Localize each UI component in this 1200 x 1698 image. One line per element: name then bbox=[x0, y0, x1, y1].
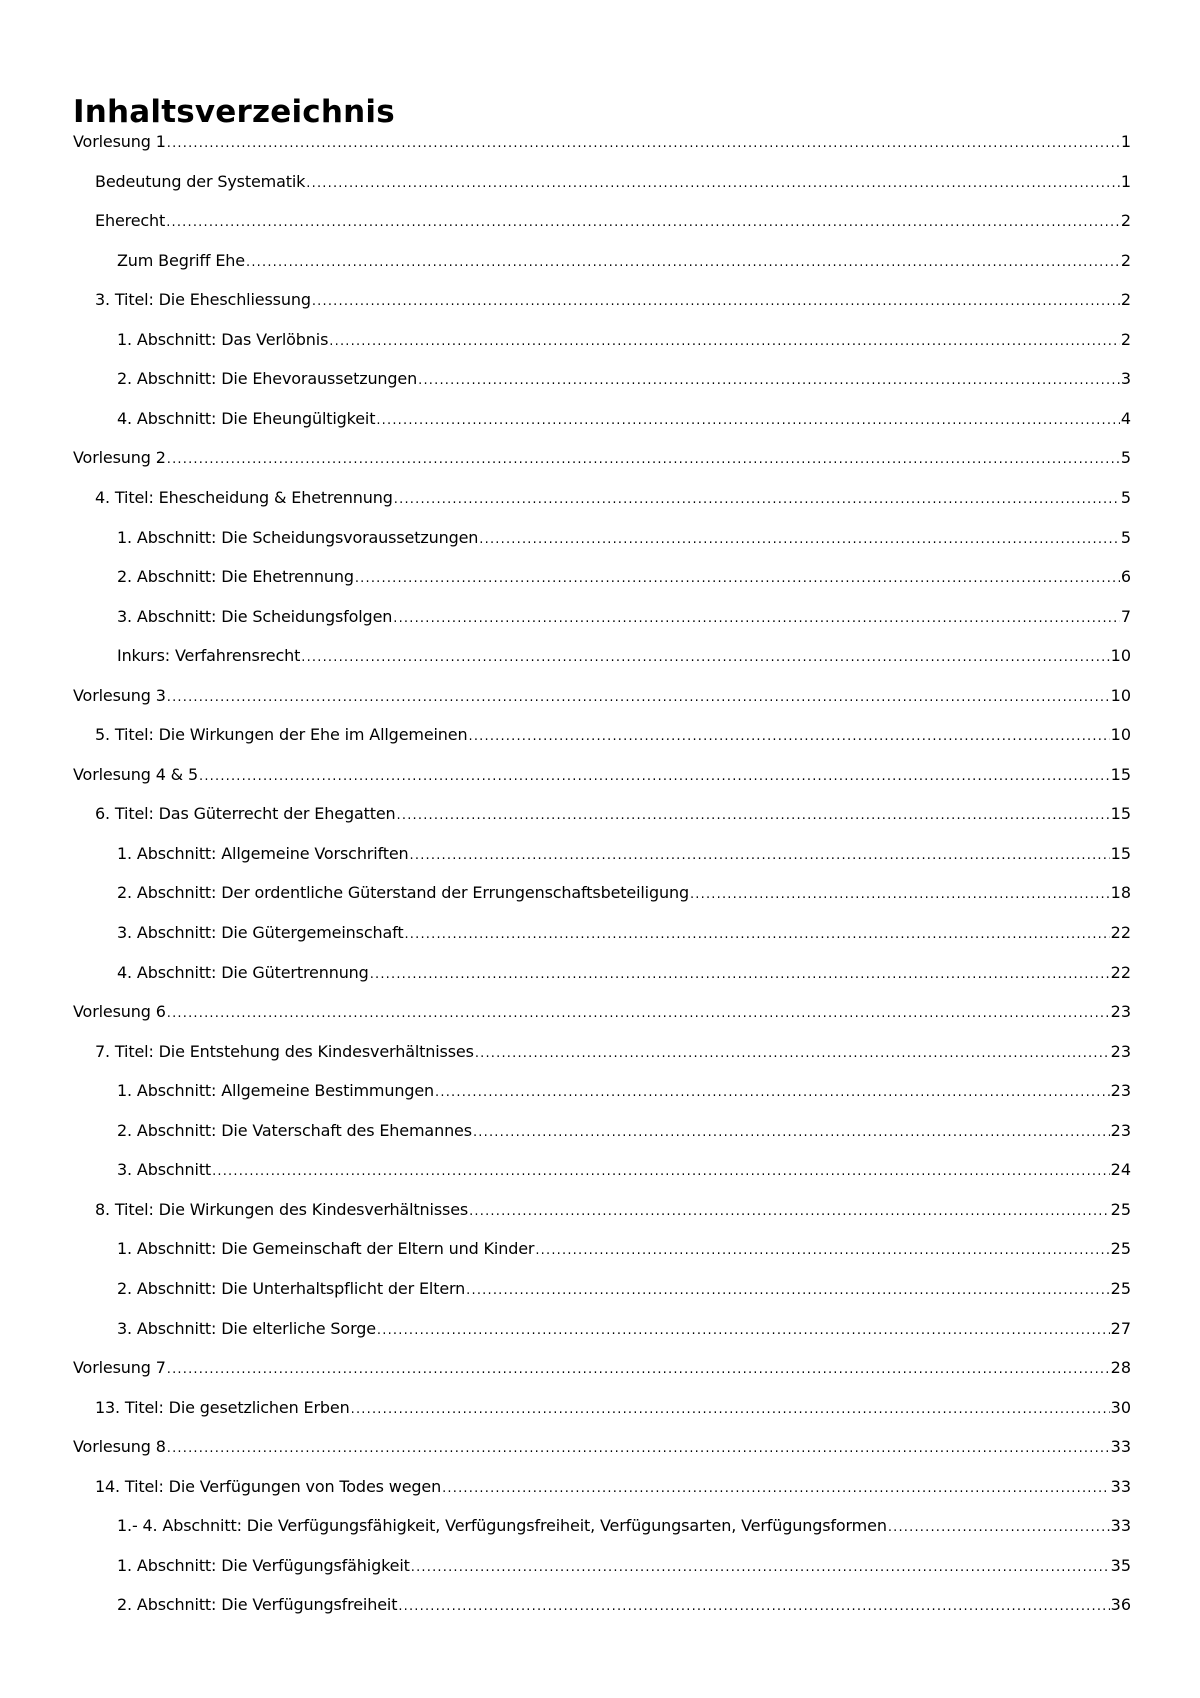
toc-entry-label: Vorlesung 7 bbox=[73, 1358, 166, 1377]
toc-entry-label: 4. Titel: Ehescheidung & Ehetrennung bbox=[95, 487, 393, 507]
toc-entry[interactable] bbox=[117, 563, 1131, 587]
toc-entry[interactable] bbox=[117, 247, 1131, 271]
toc-entry-page-number: 33 bbox=[1110, 1476, 1131, 1496]
toc-entry-page-number: 2 bbox=[1120, 250, 1131, 270]
toc-entry-page-number: 25 bbox=[1110, 1199, 1131, 1219]
toc-entry-label: 1. Abschnitt: Allgemeine Vorschriften bbox=[117, 843, 409, 863]
toc-entry-page-number: 3 bbox=[1120, 369, 1131, 389]
toc-entry[interactable] bbox=[117, 1235, 1131, 1259]
toc-dot-leader bbox=[468, 725, 1109, 745]
toc-entry[interactable] bbox=[73, 998, 1131, 1022]
toc-entry[interactable] bbox=[95, 721, 1131, 745]
toc-dot-leader bbox=[393, 607, 1120, 627]
toc-entry-label: 7. Titel: Die Entstehung des Kindesverhältnisses bbox=[95, 1041, 474, 1061]
toc-entry[interactable] bbox=[73, 1354, 1131, 1378]
toc-entry-label: 1. Abschnitt: Die Gemeinschaft der Eltern und Kinder bbox=[117, 1239, 535, 1259]
toc-entry-page-number: 2 bbox=[1120, 329, 1131, 349]
toc-entry-page-number: 28 bbox=[1110, 1358, 1131, 1377]
toc-entry-page-number: 1 bbox=[1120, 171, 1131, 191]
toc-dot-leader bbox=[370, 963, 1110, 983]
toc-entry[interactable] bbox=[117, 1591, 1131, 1615]
toc-entry-label: 8. Titel: Die Wirkungen des Kindesverhältnisses bbox=[95, 1199, 469, 1219]
toc-dot-leader bbox=[411, 1556, 1110, 1576]
toc-entry[interactable] bbox=[95, 484, 1131, 508]
toc-dot-leader bbox=[475, 1042, 1110, 1062]
toc-entry[interactable] bbox=[95, 1473, 1131, 1497]
toc-dot-leader bbox=[166, 211, 1120, 231]
toc-entry-label: 1. Abschnitt: Das Verlöbnis bbox=[117, 329, 329, 349]
toc-entry[interactable] bbox=[73, 128, 1131, 152]
toc-entry-label: 4. Abschnitt: Die Gütertrennung bbox=[117, 962, 369, 982]
toc-dot-leader bbox=[479, 528, 1120, 548]
toc-entry-page-number: 10 bbox=[1110, 646, 1131, 666]
toc-entry[interactable] bbox=[117, 879, 1131, 903]
toc-entry[interactable] bbox=[117, 840, 1131, 864]
toc-entry[interactable] bbox=[117, 919, 1131, 943]
toc-entry-page-number: 25 bbox=[1110, 1278, 1131, 1298]
toc-entry[interactable] bbox=[73, 444, 1131, 468]
toc-dot-leader bbox=[351, 1398, 1110, 1418]
toc-entry-label: 2. Abschnitt: Die Vaterschaft des Ehemannes bbox=[117, 1120, 472, 1140]
toc-entry-page-number: 22 bbox=[1110, 962, 1131, 982]
toc-dot-leader bbox=[167, 448, 1120, 468]
toc-entry-label: Vorlesung 1 bbox=[73, 132, 166, 151]
toc-dot-leader bbox=[394, 488, 1120, 508]
toc-entry-page-number: 25 bbox=[1110, 1239, 1131, 1259]
toc-dot-leader bbox=[473, 1121, 1110, 1141]
toc-entry[interactable] bbox=[95, 286, 1131, 310]
toc-entry-label: Bedeutung der Systematik bbox=[95, 171, 306, 191]
toc-entry[interactable] bbox=[117, 1512, 1131, 1536]
toc-dot-leader bbox=[167, 1358, 1110, 1378]
toc-entry-page-number: 22 bbox=[1110, 923, 1131, 942]
toc-entry-label: 2. Abschnitt: Die Ehevoraussetzungen bbox=[117, 369, 418, 389]
toc-dot-leader bbox=[246, 251, 1120, 271]
toc-entry[interactable] bbox=[117, 1552, 1131, 1576]
toc-entry-label: 5. Titel: Die Wirkungen der Ehe im Allgemeinen bbox=[95, 725, 468, 745]
toc-entry-page-number: 33 bbox=[1110, 1437, 1131, 1457]
toc-entry-page-number: 30 bbox=[1110, 1397, 1131, 1417]
toc-entry-label: 6. Titel: Das Güterrecht der Ehegatten bbox=[95, 804, 396, 824]
toc-entry-page-number: 33 bbox=[1110, 1516, 1131, 1536]
toc-entry[interactable] bbox=[117, 1156, 1131, 1180]
toc-entry[interactable] bbox=[95, 207, 1131, 231]
toc-entry-page-number: 23 bbox=[1110, 1120, 1131, 1140]
toc-entry[interactable] bbox=[117, 1275, 1131, 1299]
toc-dot-leader bbox=[167, 1437, 1110, 1457]
toc-entry-label: 13. Titel: Die gesetzlichen Erben bbox=[95, 1397, 350, 1417]
toc-entry-label: Eherecht bbox=[95, 211, 166, 231]
toc-entry-label: 3. Titel: Die Eheschliessung bbox=[95, 290, 311, 310]
toc-entry-label: 2. Abschnitt: Der ordentliche Güterstand der Errungenschaftsbeteiligung bbox=[117, 883, 689, 903]
toc-dot-leader bbox=[301, 646, 1109, 666]
toc-dot-leader bbox=[377, 1319, 1110, 1339]
toc-entry-label: 2. Abschnitt: Die Verfügungsfreiheit bbox=[117, 1595, 398, 1615]
toc-entry[interactable] bbox=[117, 326, 1131, 350]
toc-entry-page-number: 5 bbox=[1120, 527, 1131, 547]
toc-entry-page-number: 7 bbox=[1120, 606, 1131, 626]
toc-dot-leader bbox=[535, 1239, 1109, 1259]
toc-entry[interactable] bbox=[117, 365, 1131, 389]
toc-entry-label: 3. Abschnitt bbox=[117, 1160, 212, 1180]
toc-dot-leader bbox=[167, 1002, 1110, 1022]
toc-dot-leader bbox=[199, 765, 1110, 785]
toc-entry[interactable] bbox=[117, 603, 1131, 627]
toc-entry[interactable] bbox=[73, 682, 1131, 706]
toc-entry-label: Vorlesung 8 bbox=[73, 1437, 166, 1457]
toc-entry[interactable] bbox=[117, 524, 1131, 548]
toc-entry-label: Vorlesung 6 bbox=[73, 1002, 166, 1022]
toc-entry-label: 2. Abschnitt: Die Unterhaltspflicht der Eltern bbox=[117, 1278, 466, 1298]
toc-dot-leader bbox=[355, 567, 1120, 587]
toc-dot-leader bbox=[376, 409, 1119, 429]
toc-entry-page-number: 23 bbox=[1110, 1081, 1131, 1101]
toc-entry[interactable] bbox=[117, 959, 1131, 983]
toc-entry-label: 3. Abschnitt: Die elterliche Sorge bbox=[117, 1318, 376, 1338]
toc-entry[interactable] bbox=[95, 1196, 1131, 1220]
toc-entry-label: 1. Abschnitt: Die Scheidungsvoraussetzungen bbox=[117, 527, 479, 547]
toc-dot-leader bbox=[404, 923, 1109, 943]
toc-entry[interactable] bbox=[73, 761, 1131, 785]
toc-dot-leader bbox=[435, 1081, 1110, 1101]
toc-dot-leader bbox=[397, 804, 1110, 824]
toc-entry-page-number: 6 bbox=[1120, 567, 1131, 586]
toc-entry-page-number: 15 bbox=[1110, 764, 1131, 784]
toc-entry-label: Vorlesung 3 bbox=[73, 685, 166, 705]
toc-entry[interactable] bbox=[95, 168, 1131, 192]
toc-entry[interactable] bbox=[95, 1394, 1131, 1418]
toc-dot-leader bbox=[306, 172, 1120, 192]
toc-entry[interactable] bbox=[95, 1038, 1131, 1062]
toc-entry-label: Vorlesung 4 & 5 bbox=[73, 764, 198, 784]
toc-entry-page-number: 4 bbox=[1120, 408, 1131, 428]
toc-entry-label: 2. Abschnitt: Die Ehetrennung bbox=[117, 567, 354, 586]
toc-entry-page-number: 35 bbox=[1110, 1555, 1131, 1575]
toc-entry-label: 1. Abschnitt: Die Verfügungsfähigkeit bbox=[117, 1555, 410, 1575]
toc-entry-page-number: 24 bbox=[1110, 1160, 1131, 1180]
toc-entry[interactable] bbox=[95, 800, 1131, 824]
toc-entry-page-number: 10 bbox=[1110, 725, 1131, 745]
toc-dot-leader bbox=[167, 686, 1110, 706]
toc-entry-page-number: 36 bbox=[1110, 1595, 1131, 1615]
toc-dot-leader bbox=[469, 1200, 1110, 1220]
toc-entry-page-number: 10 bbox=[1110, 685, 1131, 705]
toc-entry[interactable] bbox=[117, 405, 1131, 429]
toc-entry-label: 3. Abschnitt: Die Scheidungsfolgen bbox=[117, 606, 393, 626]
toc-entry[interactable] bbox=[117, 1315, 1131, 1339]
toc-entry-page-number: 1 bbox=[1120, 132, 1131, 151]
toc-entry-page-number: 18 bbox=[1110, 883, 1131, 903]
toc-dot-leader bbox=[398, 1595, 1109, 1615]
toc-entry-label: 1.- 4. Abschnitt: Die Verfügungsfähigkeit, Verfügungsfreiheit, Verfügungsarten, Verfügungsformen bbox=[117, 1516, 887, 1536]
toc-entry-label: 14. Titel: Die Verfügungen von Todes wegen bbox=[95, 1476, 442, 1496]
toc-entry-page-number: 27 bbox=[1110, 1318, 1131, 1338]
toc-dot-leader bbox=[329, 330, 1120, 350]
toc-entry[interactable] bbox=[117, 1117, 1131, 1141]
toc-entry-page-number: 2 bbox=[1120, 290, 1131, 310]
toc-dot-leader bbox=[466, 1279, 1109, 1299]
toc-dot-leader bbox=[212, 1160, 1110, 1180]
toc-dot-leader bbox=[442, 1477, 1110, 1497]
toc-entry-page-number: 15 bbox=[1110, 804, 1131, 824]
toc-entry-page-number: 5 bbox=[1120, 448, 1131, 468]
toc-entry-page-number: 23 bbox=[1110, 1041, 1131, 1061]
toc-dot-leader bbox=[418, 369, 1120, 389]
toc-dot-leader bbox=[888, 1516, 1110, 1536]
toc-dot-leader bbox=[410, 844, 1110, 864]
toc-entry-label: 4. Abschnitt: Die Eheungültigkeit bbox=[117, 408, 376, 428]
toc-entry-label: Zum Begriff Ehe bbox=[117, 250, 245, 270]
toc-entry-page-number: 2 bbox=[1120, 211, 1131, 231]
toc-dot-leader bbox=[690, 883, 1110, 903]
toc-entry-page-number: 23 bbox=[1110, 1002, 1131, 1022]
toc-dot-leader bbox=[312, 290, 1120, 310]
toc-entry[interactable] bbox=[117, 642, 1131, 666]
toc-entry[interactable] bbox=[117, 1077, 1131, 1101]
toc-entry-label: Vorlesung 2 bbox=[73, 448, 166, 468]
toc-entry-page-number: 15 bbox=[1110, 843, 1131, 863]
toc-dot-leader bbox=[167, 132, 1120, 152]
toc-entry-page-number: 5 bbox=[1120, 487, 1131, 507]
toc-title: Inhaltsverzeichnis bbox=[73, 94, 395, 130]
toc-entry-label: Inkurs: Verfahrensrecht bbox=[117, 646, 301, 666]
toc-entry-label: 1. Abschnitt: Allgemeine Bestimmungen bbox=[117, 1081, 435, 1101]
toc-entry-label: 3. Abschnitt: Die Gütergemeinschaft bbox=[117, 923, 404, 942]
toc-entry[interactable] bbox=[73, 1433, 1131, 1457]
